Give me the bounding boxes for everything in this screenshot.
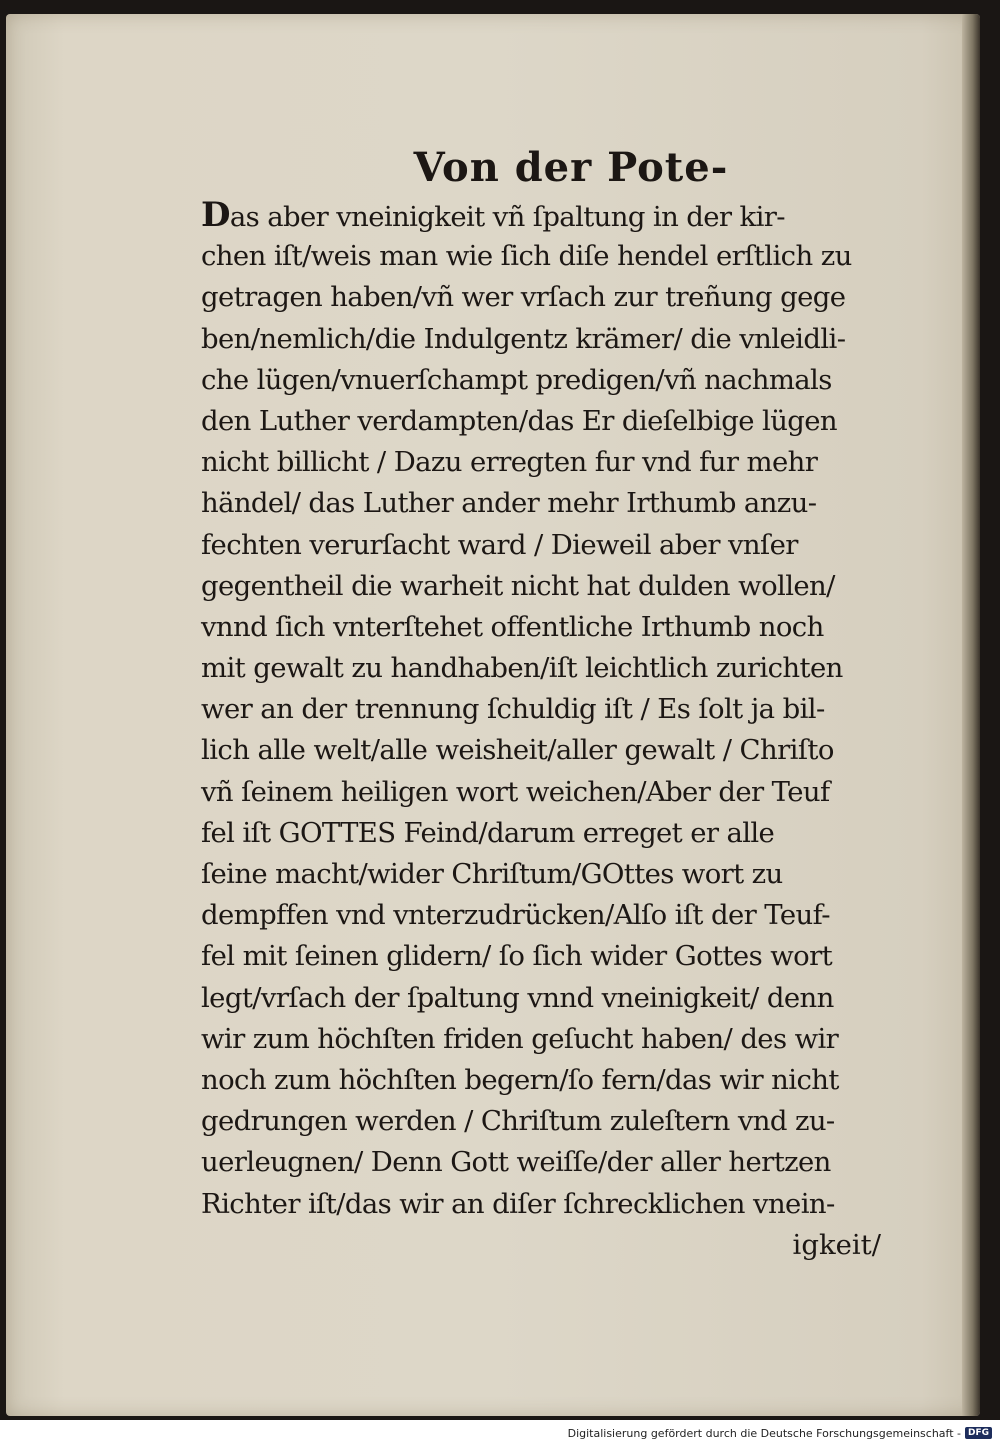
text-line: getragen haben/vñ wer vrſach zur treñung gege bbox=[201, 281, 846, 314]
dfg-logo: DFG bbox=[965, 1427, 992, 1439]
text-line: chen iſt/weis man wie ſich diſe hendel erſtlich zu bbox=[201, 240, 852, 273]
text-line: dempffen vnd vnterzudrücken/Alſo iſt der Teuf- bbox=[201, 899, 830, 932]
catchword: igkeit/ bbox=[792, 1228, 881, 1261]
text-line: ſeine macht/wider Chriſtum/GOttes wort zu bbox=[201, 858, 783, 890]
book-spine bbox=[962, 14, 980, 1416]
text-line: lich alle welt/alle weisheit/aller gewalt / Chriſto bbox=[201, 734, 834, 767]
text-line: vñ ſeinem heiligen wort weichen/Aber der Teuf bbox=[201, 775, 830, 808]
text-line: Das aber vneinigkeit vñ ſpaltung in der kir- bbox=[201, 195, 785, 235]
text-line: händel/ das Luther ander mehr Irthumb anzu- bbox=[201, 487, 817, 520]
text-line: che lügen/vnuerſchampt predigen/vñ nachmals bbox=[201, 363, 832, 396]
text-line: noch zum höchſten begern/ſo fern/das wir nicht bbox=[201, 1063, 839, 1096]
text-line: vnnd ſich vnterſtehet offentliche Irthumb noch bbox=[201, 610, 824, 643]
running-header: Von der Pote- bbox=[413, 144, 729, 191]
text-line: nicht billicht / Dazu erregten fur vnd fur mehr bbox=[201, 446, 818, 479]
book-page bbox=[6, 14, 980, 1416]
text-line: fel mit ſeinen glidern/ ſo ſich wider Gottes wort bbox=[201, 940, 833, 973]
text-line: gedrungen werden / Chriſtum zuleſtern vnd zu- bbox=[201, 1105, 835, 1138]
text-block bbox=[201, 144, 901, 1266]
text-line: gegentheil die warheit nicht hat dulden wollen/ bbox=[201, 569, 835, 602]
footer-credit: Digitalisierung gefördert durch die Deutsche Forschungsgemeinschaft - bbox=[567, 1426, 961, 1440]
text-line: wir zum höchſten friden geſucht haben/ des wir bbox=[201, 1022, 839, 1055]
text-line: uerleugnen/ Denn Gott weiſſe/der aller hertzen bbox=[201, 1146, 831, 1179]
text-line: Richter iſt/das wir an diſer ſchrecklichen vnein- bbox=[201, 1187, 835, 1220]
text-line: mit gewalt zu handhaben/iſt leichtlich zurichten bbox=[201, 652, 843, 685]
footer-bar bbox=[0, 1420, 1000, 1446]
text-line: legt/vrſach der ſpaltung vnnd vneinigkeit/ denn bbox=[201, 981, 834, 1014]
text-line: fechten verurſacht ward / Dieweil aber vnſer bbox=[201, 528, 798, 561]
text-line: fel iſt GOTTES Feind/darum erreget er alle bbox=[201, 816, 775, 849]
text-line: den Luther verdampten/das Er dieſelbige lügen bbox=[201, 404, 838, 437]
text-line: ben/nemlich/die Indulgentz krämer/ die vnleidli- bbox=[201, 322, 846, 355]
text-line: wer an der trennung ſchuldig iſt / Es ſolt ja bil- bbox=[201, 693, 825, 726]
